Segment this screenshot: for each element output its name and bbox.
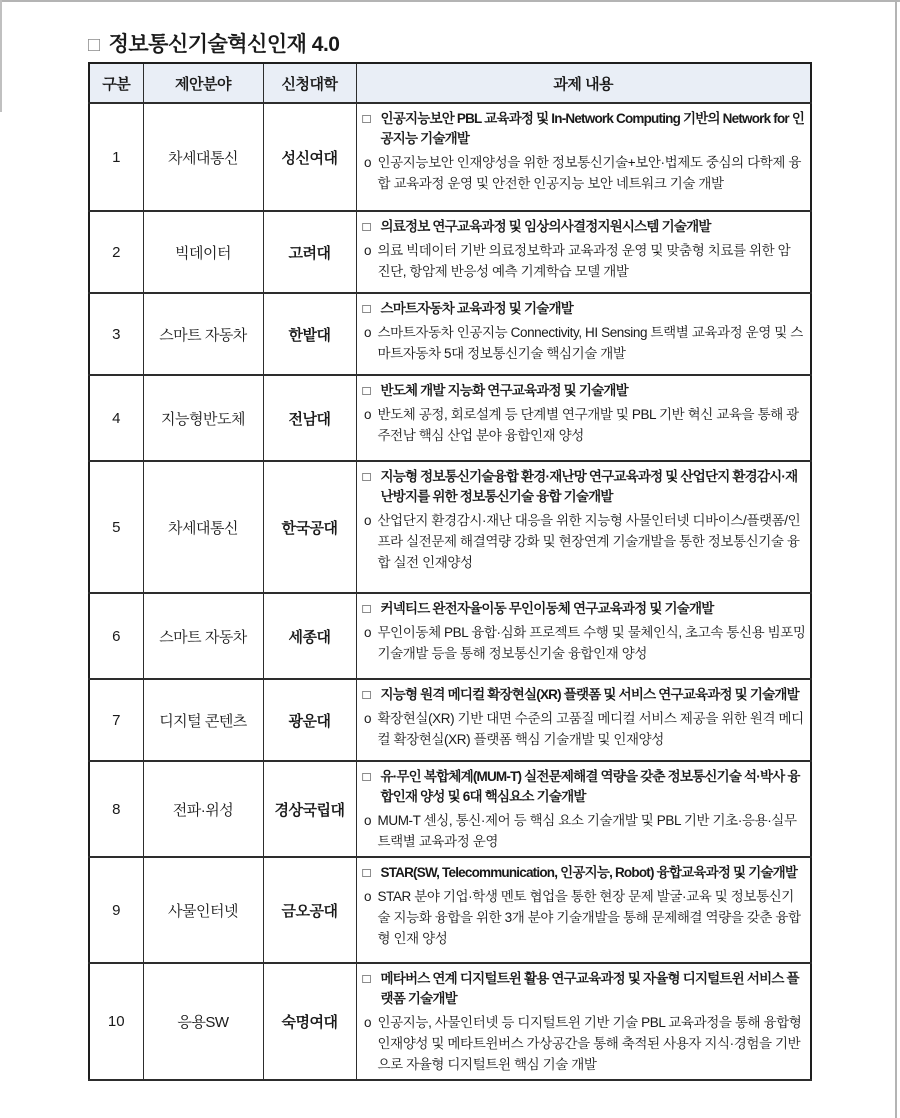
task-title xyxy=(363,863,807,883)
cell-field: 지능형반도체 xyxy=(143,375,263,461)
checkbox-bullet-icon: □ xyxy=(362,383,370,398)
task-desc-text: STAR 분야 기업·학생 멘토 협업을 통한 현장 문제 발굴·교육 및 정보통신기술 지능화 융합을 위한 3개 분야 기술개발을 통해 문제해결 역량을 갖춘 융합형 인재 양성 xyxy=(377,889,801,946)
cell-field: 사물인터넷 xyxy=(143,857,263,963)
task-title-text: STAR(SW, Telecommunication, 인공지능, Robot) 융합교육과정 및 기술개발 xyxy=(380,865,798,880)
task-desc xyxy=(363,708,807,750)
task-title-text: 의료정보 연구교육과정 및 임상의사결정지원시스템 기술개발 xyxy=(380,219,711,234)
checkbox-bullet-icon: □ xyxy=(362,219,370,234)
table-row xyxy=(89,211,811,293)
cell-content xyxy=(356,461,811,593)
col-header-field: 제안분야 xyxy=(143,63,263,103)
page-edge-top-line xyxy=(0,0,900,2)
task-title-text: 메타버스 연계 디지털트윈 활용 연구교육과정 및 자율형 디지털트윈 서비스 플랫폼 기술개발 xyxy=(380,971,799,1006)
cell-no: 2 xyxy=(89,211,143,293)
checkbox-bullet-icon: □ xyxy=(362,469,370,484)
task-title-text: 지능형 정보통신기술융합 환경·재난망 연구교육과정 및 산업단지 환경감시·재난방지를 위한 정보통신기술 융합 기술개발 xyxy=(380,469,798,504)
task-title-text: 커넥티드 완전자율이동 무인이동체 연구교육과정 및 기술개발 xyxy=(380,601,714,616)
task-desc-text: 인공지능보안 인재양성을 위한 정보통신기술+보안·법제도 중심의 다학제 융합 교육과정 운영 및 안전한 인공지능 보안 네트워크 기술 개발 xyxy=(377,155,802,191)
cell-field: 차세대통신 xyxy=(143,461,263,593)
checkbox-bullet-icon: □ xyxy=(362,111,370,126)
task-desc xyxy=(363,240,807,282)
checkbox-bullet-icon: □ xyxy=(362,687,370,702)
task-title xyxy=(363,299,807,319)
cell-content xyxy=(356,293,811,375)
task-title xyxy=(363,969,807,1009)
cell-no: 9 xyxy=(89,857,143,963)
cell-content xyxy=(356,857,811,963)
table-row xyxy=(89,761,811,857)
col-header-content: 과제 내용 xyxy=(356,63,811,103)
task-desc xyxy=(363,886,807,949)
task-desc xyxy=(363,322,807,364)
task-desc xyxy=(363,152,807,194)
task-title xyxy=(363,217,807,237)
cell-no: 3 xyxy=(89,293,143,375)
table-row xyxy=(89,293,811,375)
cell-no: 6 xyxy=(89,593,143,679)
task-title-text: 인공지능보안 PBL 교육과정 및 In-Network Computing 기반의 Network for 인공지능 기술개발 xyxy=(380,111,805,146)
cell-content xyxy=(356,593,811,679)
cell-university: 금오공대 xyxy=(263,857,356,963)
task-title xyxy=(363,381,807,401)
task-desc-text: 반도체 공정, 회로설계 등 단계별 연구개발 및 PBL 기반 혁신 교육을 통해 광주전남 핵심 산업 분야 융합인재 양성 xyxy=(377,407,799,443)
cell-no: 8 xyxy=(89,761,143,857)
task-desc-text: MUM-T 센싱, 통신·제어 등 핵심 요소 기술개발 및 PBL 기반 기초·응용·실무 트랙별 교육과정 운영 xyxy=(377,813,797,849)
circle-bullet-icon: o xyxy=(363,243,372,258)
task-desc-text: 무인이동체 PBL 융합·심화 프로젝트 수행 및 물체인식, 초고속 통신용 빔포밍 기술개발 등을 통해 정보통신기술 융합인재 양성 xyxy=(377,625,806,661)
title-checkbox-icon: □ xyxy=(88,34,100,56)
task-desc-text: 확장현실(XR) 기반 대면 수준의 고품질 메디컬 서비스 제공을 위한 원격 메디컬 확장현실(XR) 플랫폼 핵심 기술개발 및 인재양성 xyxy=(377,711,804,747)
cell-field: 응용SW xyxy=(143,963,263,1080)
cell-field: 전파·위성 xyxy=(143,761,263,857)
circle-bullet-icon: o xyxy=(363,513,372,528)
cell-no: 1 xyxy=(89,103,143,211)
cell-no: 10 xyxy=(89,963,143,1080)
task-desc-text: 스마트자동차 인공지능 Connectivity, HI Sensing 트랙별 교육과정 운영 및 스마트자동차 5대 정보통신기술 핵심기술 개발 xyxy=(377,325,803,361)
table-row xyxy=(89,679,811,761)
task-desc-text: 산업단지 환경감시·재난 대응을 위한 지능형 사물인터넷 디바이스/플랫폼/인프라 실전문제 해결역량 강화 및 현장연계 기술개발을 통한 정보통신기술 융합 실전 인재양성 xyxy=(377,513,801,570)
page-title-text: 정보통신기술혁신인재 4.0 xyxy=(108,33,340,56)
cell-university: 성신여대 xyxy=(263,103,356,211)
col-header-university: 신청대학 xyxy=(263,63,356,103)
table-row xyxy=(89,593,811,679)
cell-content xyxy=(356,375,811,461)
task-title xyxy=(363,467,807,507)
cell-content xyxy=(356,761,811,857)
cell-no: 7 xyxy=(89,679,143,761)
task-title-text: 지능형 원격 메디컬 확장현실(XR) 플랫폼 및 서비스 연구교육과정 및 기술개발 xyxy=(380,687,799,702)
checkbox-bullet-icon: □ xyxy=(362,971,370,986)
cell-field: 스마트 자동차 xyxy=(143,593,263,679)
page-edge-right-line xyxy=(895,0,897,1118)
checkbox-bullet-icon: □ xyxy=(362,769,370,784)
cell-university: 전남대 xyxy=(263,375,356,461)
task-title xyxy=(363,685,807,705)
task-desc xyxy=(363,1012,807,1075)
circle-bullet-icon: o xyxy=(363,625,372,640)
table-row xyxy=(89,857,811,963)
task-title-text: 스마트자동차 교육과정 및 기술개발 xyxy=(380,301,573,316)
cell-university: 고려대 xyxy=(263,211,356,293)
page-title xyxy=(88,28,339,58)
cell-no: 5 xyxy=(89,461,143,593)
table-header-row xyxy=(89,63,811,103)
cell-university: 숙명여대 xyxy=(263,963,356,1080)
page-edge-left-line xyxy=(0,0,2,112)
circle-bullet-icon: o xyxy=(363,325,372,340)
cell-university: 광운대 xyxy=(263,679,356,761)
col-header-no: 구분 xyxy=(89,63,143,103)
cell-university: 한밭대 xyxy=(263,293,356,375)
cell-university: 한국공대 xyxy=(263,461,356,593)
projects-table xyxy=(88,62,812,1081)
table-row xyxy=(89,103,811,211)
cell-content xyxy=(356,963,811,1080)
table-row xyxy=(89,963,811,1080)
cell-university: 경상국립대 xyxy=(263,761,356,857)
circle-bullet-icon: o xyxy=(363,407,372,422)
circle-bullet-icon: o xyxy=(363,813,372,828)
cell-field: 스마트 자동차 xyxy=(143,293,263,375)
cell-field: 디지털 콘텐츠 xyxy=(143,679,263,761)
cell-content xyxy=(356,103,811,211)
checkbox-bullet-icon: □ xyxy=(362,865,370,880)
task-title xyxy=(363,599,807,619)
task-title xyxy=(363,109,807,149)
table-row xyxy=(89,461,811,593)
table-row xyxy=(89,375,811,461)
circle-bullet-icon: o xyxy=(363,1015,372,1030)
cell-content xyxy=(356,211,811,293)
task-desc-text: 의료 빅데이터 기반 의료정보학과 교육과정 운영 및 맞춤형 치료를 위한 암 진단, 항암제 반응성 예측 기계학습 모델 개발 xyxy=(377,243,791,279)
cell-university: 세종대 xyxy=(263,593,356,679)
circle-bullet-icon: o xyxy=(363,155,372,170)
cell-field: 빅데이터 xyxy=(143,211,263,293)
cell-field: 차세대통신 xyxy=(143,103,263,211)
checkbox-bullet-icon: □ xyxy=(362,601,370,616)
task-title-text: 반도체 개발 지능화 연구교육과정 및 기술개발 xyxy=(380,383,628,398)
cell-content xyxy=(356,679,811,761)
circle-bullet-icon: o xyxy=(363,711,372,726)
task-title-text: 유·무인 복합체계(MUM-T) 실전문제해결 역량을 갖춘 정보통신기술 석·박사 융합인재 양성 및 6대 핵심요소 기술개발 xyxy=(380,769,800,804)
cell-no: 4 xyxy=(89,375,143,461)
task-desc xyxy=(363,510,807,573)
checkbox-bullet-icon: □ xyxy=(362,301,370,316)
task-desc xyxy=(363,404,807,446)
circle-bullet-icon: o xyxy=(363,889,372,904)
task-title xyxy=(363,767,807,807)
task-desc-text: 인공지능, 사물인터넷 등 디지털트윈 기반 기술 PBL 교육과정을 통해 융합형 인재양성 및 메타트윈버스 가상공간을 통해 축적된 사용자 지식·경험을 기반으로 자율형 디지털트윈 핵심 기술 개발 xyxy=(377,1015,802,1072)
task-desc xyxy=(363,810,807,852)
task-desc xyxy=(363,622,807,664)
